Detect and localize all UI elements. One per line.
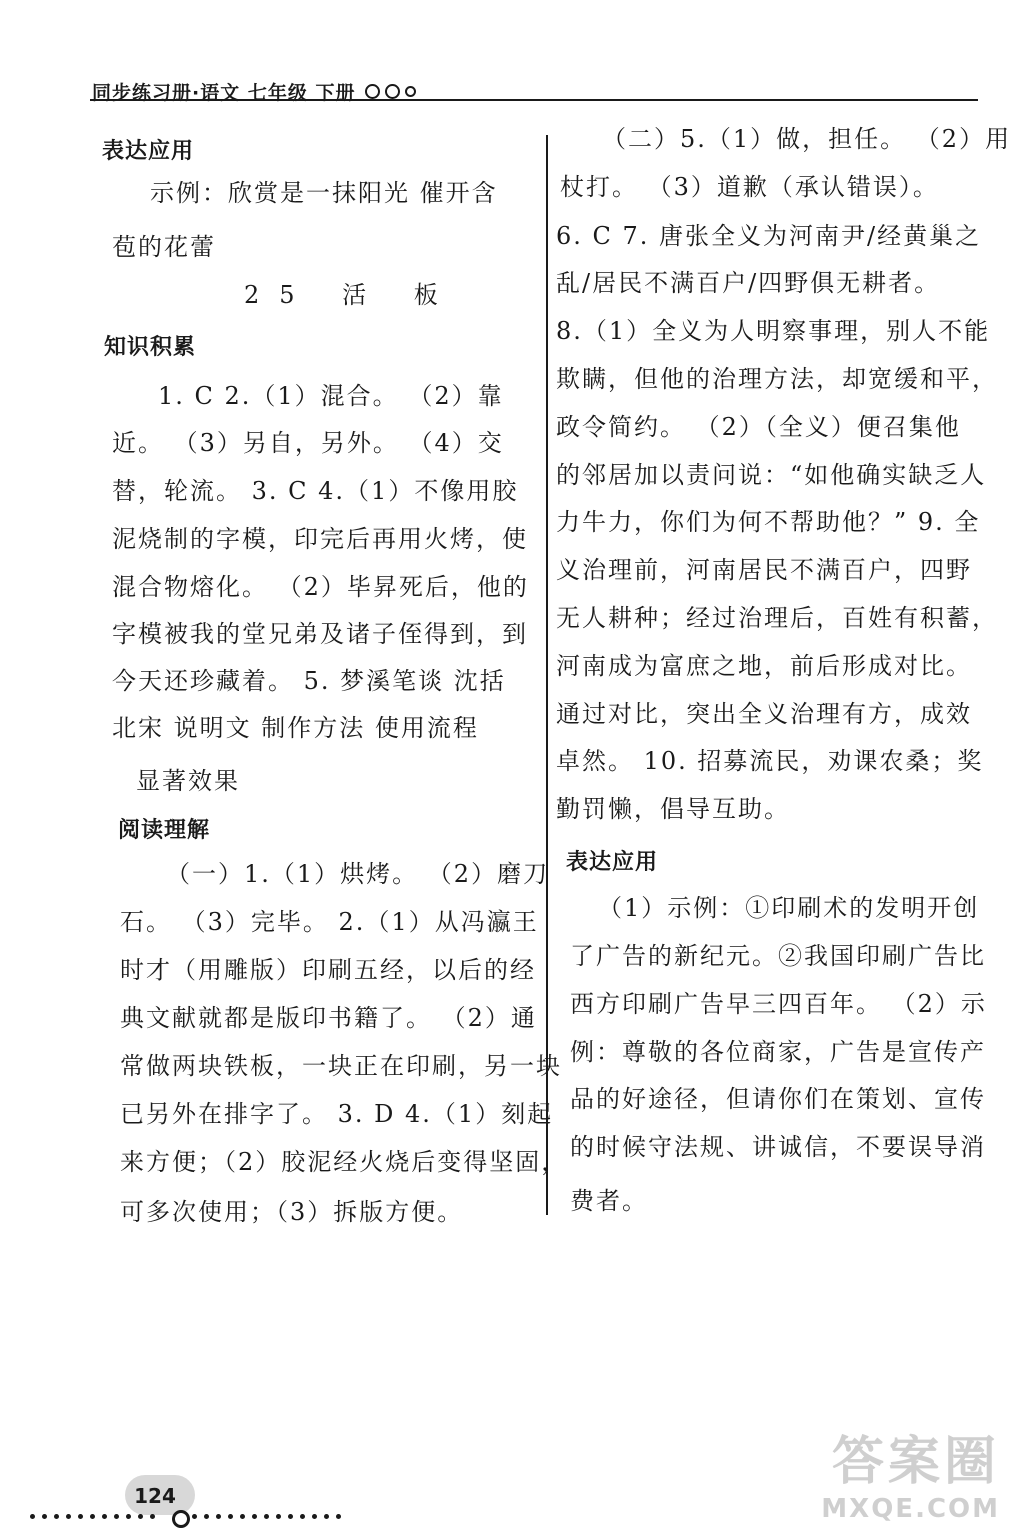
text-line: 1. C 2.（1）混合。 （2）靠: [158, 382, 504, 410]
text-line: 无人耕种；经过治理后，百姓有积蓄，: [556, 604, 998, 632]
text-line: 替，轮流。 3. C 4.（1）不像用胶: [112, 477, 519, 505]
text-line: 常做两块铁板，一块正在印刷，另一块: [120, 1052, 562, 1080]
watermark-url: MXQE.COM: [821, 1494, 1000, 1524]
text-line: 通过对比，突出全义治理有方，成效: [556, 700, 972, 728]
text-line: 泥烧制的字模，印完后再用火烤，使: [112, 525, 528, 553]
text-line: 河南成为富庶之地，前后形成对比。: [556, 652, 972, 680]
text-line: 字模被我的堂兄弟及诸子侄得到，到: [112, 620, 528, 648]
section-heading: 知识积累: [104, 335, 197, 360]
text-line: （二）5.（1）做，担任。 （2）用: [602, 125, 1012, 153]
running-header: [92, 78, 416, 105]
section-heading: 表达应用: [566, 850, 659, 875]
text-line: 可多次使用；（3）拆版方便。: [120, 1198, 464, 1226]
page-footer: [30, 1470, 350, 1530]
dotted-rule-left: [30, 1514, 155, 1519]
watermark-logo-text: 答案圈: [831, 1432, 1000, 1492]
ring-icon: [172, 1510, 190, 1528]
text-line: 8.（1）全义为人明察事理，别人不能: [556, 317, 991, 345]
text-line: 品的好途径，但请你们在策划、宣传: [570, 1085, 986, 1113]
text-line: 费者。: [570, 1187, 648, 1215]
text-line: 混合物熔化。 （2）毕昇死后，他的: [112, 573, 529, 601]
text-line: 典文献就都是版印书籍了。 （2）通: [120, 1004, 537, 1032]
watermark: [821, 1419, 1000, 1524]
text-line: 的邻居加以责问说：“如他确实缺乏人: [556, 461, 987, 489]
text-line: 义治理前，河南居民不满百户，四野: [556, 556, 972, 584]
text-line: 欺瞒，但他的治理方法，却宽缓和平，: [556, 365, 998, 393]
text-line: 杖打。 （3）道歉（承认错误）。: [560, 173, 939, 201]
text-line: 例：尊敬的各位商家，广告是宣传产: [570, 1038, 986, 1066]
text-line: 北宋 说明文 制作方法 使用流程: [112, 714, 479, 742]
lesson-title: 25 活 板: [244, 281, 458, 309]
text-line: 今天还珍藏着。 5. 梦溪笔谈 沈括: [112, 667, 506, 695]
text-line: 已另外在排字了。 3. D 4.（1）刻起: [120, 1100, 554, 1128]
text-line: 6. C 7. 唐张全义为河南尹/经黄巢之: [556, 222, 982, 250]
text-line: 卓然。 10. 招募流民，劝课农桑；奖: [556, 747, 984, 775]
header-circles-icon: [365, 84, 416, 99]
text-line: （1）示例：①印刷术的发明开创: [598, 894, 980, 922]
section-heading: 表达应用: [102, 139, 195, 164]
text-line: 石。 （3）完毕。 2.（1）从冯瀛王: [120, 908, 539, 936]
text-line: 勤罚懒，倡导互助。: [556, 795, 790, 823]
text-line: 显著效果: [136, 767, 240, 795]
text-line: 苞的花蕾: [112, 233, 216, 261]
section-heading: 阅读理解: [118, 818, 211, 843]
text-line: 近。 （3）另自，另外。 （4）交: [112, 429, 504, 457]
dotted-rule-right: [192, 1514, 341, 1519]
text-line: 力牛力，你们为何不帮助他？” 9. 全: [556, 508, 981, 536]
text-line: 了广告的新纪元。②我国印刷广告比: [570, 942, 986, 970]
text-line: 西方印刷广告早三四百年。 （2）示: [570, 990, 987, 1018]
text-line: 示例：欣赏是一抹阳光 催开含: [150, 179, 498, 207]
text-line: 时才（用雕版）印刷五经，以后的经: [120, 956, 536, 984]
text-line: 的时候守法规、讲诚信，不要误导消: [570, 1133, 986, 1161]
header-title: 同步练习册·语文 七年级 下册: [92, 82, 356, 104]
text-line: 政令简约。 （2）（全义）便召集他: [556, 413, 961, 441]
text-line: 来方便；（2）胶泥经火烧后变得坚固，: [120, 1148, 568, 1176]
page-number: 124: [134, 1484, 176, 1508]
text-line: （一）1.（1）烘烤。 （2）磨刀: [166, 860, 550, 888]
text-line: 乱/居民不满百户/四野俱无耕者。: [556, 269, 941, 297]
